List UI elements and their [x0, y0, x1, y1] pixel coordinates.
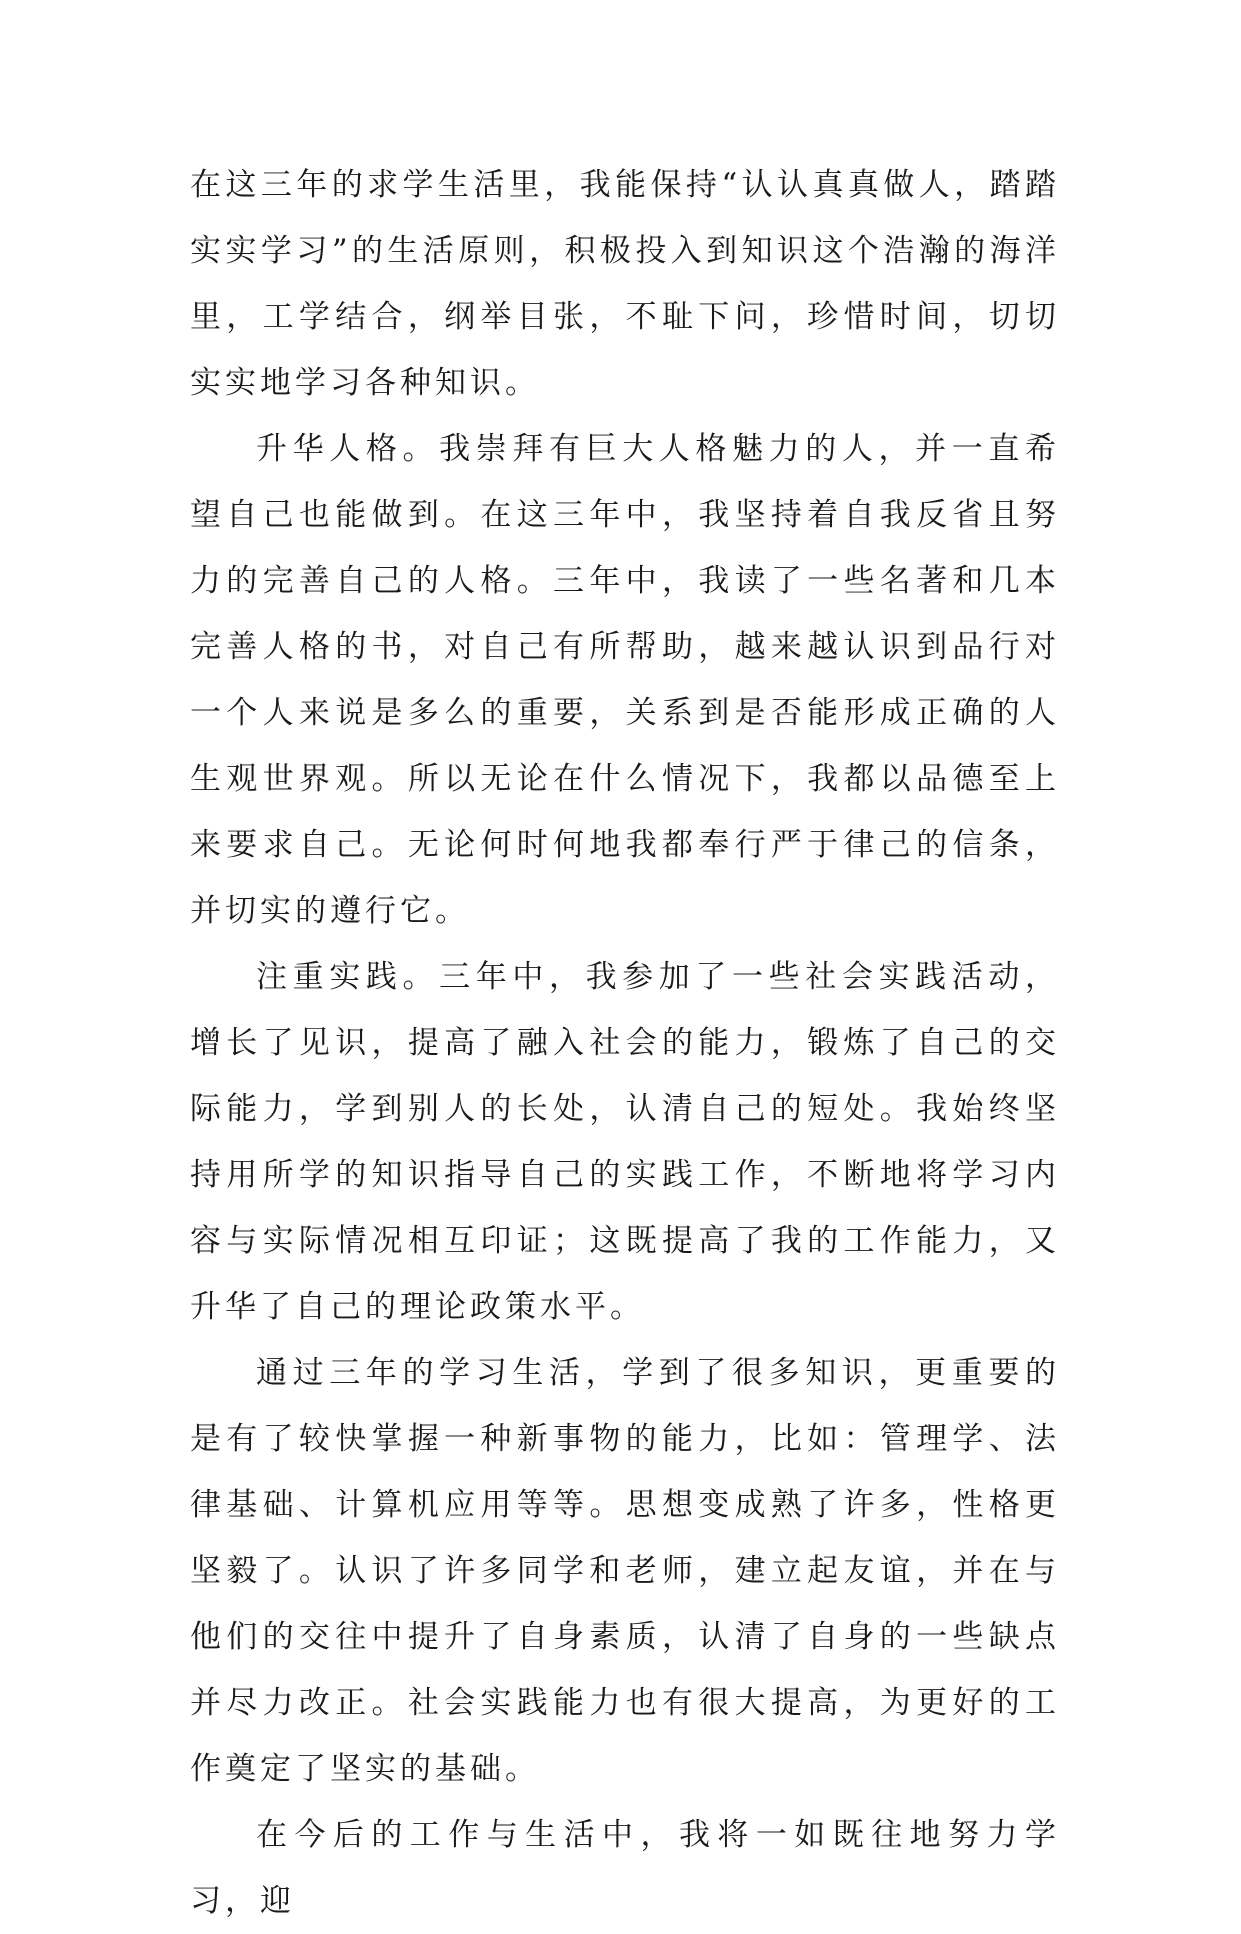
paragraph-study-life: 在这三年的求学生活里，我能保持“认认真真做人，踏踏实实学习”的生活原则，积极投入到知识这个浩瀚的海洋里，工学结合，纲举目张，不耻下问，珍惜时间，切切实实地学习各种知识。 — [190, 167, 1060, 401]
paragraph-practice: 注重实践。三年中，我参加了一些社会实践活动，增长了见识，提高了融入社会的能力，锻炼了自己的交际能力，学到别人的长处，认清自己的短处。我始终坚持用所学的知识指导自己的实践工作，不断地将学习内容与实际情况相互印证；这既提高了我的工作能力，又升华了自己的理论政策水平。 — [190, 959, 1060, 1325]
document-body — [190, 152, 1060, 1934]
paragraph-future: 在今后的工作与生活中，我将一如既往地努力学习，迎 — [190, 1817, 1060, 1919]
paragraph-character: 升华人格。我崇拜有巨大人格魅力的人，并一直希望自己也能做到。在这三年中，我坚持着自我反省且努力的完善自己的人格。三年中，我读了一些名著和几本完善人格的书，对自己有所帮助，越来越认识到品行对一个人来说是多么的重要，关系到是否能形成正确的人生观世界观。所以无论在什么情况下，我都以品德至上来要求自己。无论何时何地我都奉行严于律己的信条，并切实的遵行它。 — [190, 431, 1060, 929]
paragraph-summary: 通过三年的学习生活，学到了很多知识，更重要的是有了较快掌握一种新事物的能力，比如：管理学、法律基础、计算机应用等等。思想变成熟了许多，性格更坚毅了。认识了许多同学和老师，建立起友谊，并在与他们的交往中提升了自身素质，认清了自身的一些缺点并尽力改正。社会实践能力也有很大提高，为更好的工作奠定了坚实的基础。 — [190, 1355, 1060, 1787]
